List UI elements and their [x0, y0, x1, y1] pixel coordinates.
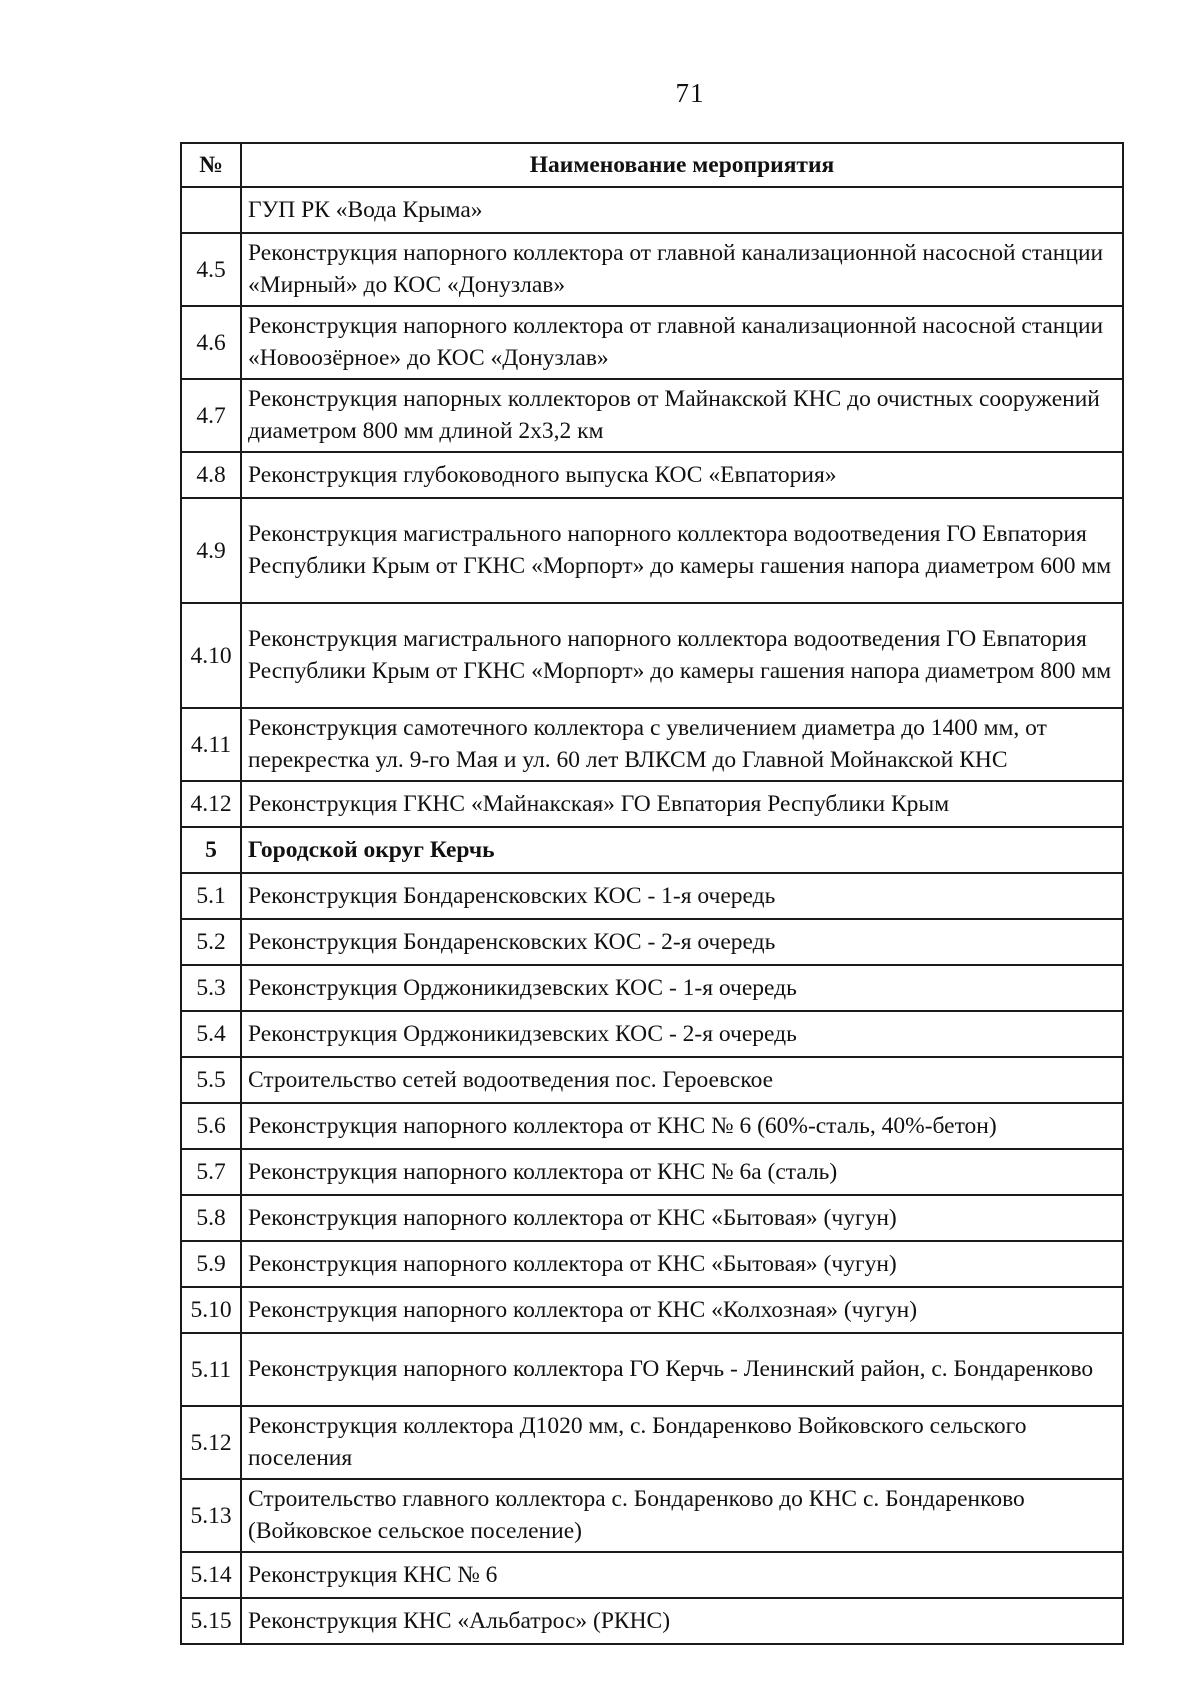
row-number: 5.10 [181, 1287, 241, 1333]
row-number: 4.5 [181, 233, 241, 306]
row-measure-name: Реконструкция Бондаренсковских КОС - 2-я очередь [241, 919, 1123, 965]
row-number: 5.15 [181, 1598, 241, 1644]
row-number: 4.6 [181, 306, 241, 379]
row-number: 5.13 [181, 1479, 241, 1552]
table-row [181, 1057, 1123, 1103]
table-row [181, 1287, 1123, 1333]
table-row [181, 1241, 1123, 1287]
row-number: 5.5 [181, 1057, 241, 1103]
table-row [181, 1552, 1123, 1598]
row-number [181, 187, 241, 233]
row-number: 5.7 [181, 1149, 241, 1195]
table-row [181, 1149, 1123, 1195]
row-measure-name: Реконструкция напорного коллектора ГО Керчь - Ленинский район, с. Бондаренково [241, 1333, 1123, 1406]
row-number: 4.12 [181, 781, 241, 827]
row-number: 4.9 [181, 498, 241, 603]
table-section-row [181, 827, 1123, 873]
row-measure-name: ГУП РК «Вода Крыма» [241, 187, 1123, 233]
row-measure-name: Реконструкция самотечного коллектора с увеличением диаметра до 1400 мм, от перекрестка ул. 9-го Мая и ул. 60 лет ВЛКСМ до Главной Мойнакской КНС [241, 708, 1123, 781]
table-row [181, 919, 1123, 965]
row-measure-name: Строительство главного коллектора с. Бондаренково до КНС с. Бондаренково (Войковское сельское поселение) [241, 1479, 1123, 1552]
table-row [181, 1333, 1123, 1406]
table-row [181, 1011, 1123, 1057]
table-row [181, 1195, 1123, 1241]
row-measure-name: Городской округ Керчь [241, 827, 1123, 873]
table-row [181, 1406, 1123, 1479]
row-measure-name: Реконструкция напорных коллекторов от Майнакской КНС до очистных сооружений диаметром 800 мм длиной 2х3,2 км [241, 379, 1123, 452]
row-measure-name: Реконструкция Орджоникидзевских КОС - 1-я очередь [241, 965, 1123, 1011]
row-measure-name: Реконструкция КНС «Альбатрос» (РКНС) [241, 1598, 1123, 1644]
page-number: 71 [675, 78, 705, 108]
table-row [181, 873, 1123, 919]
row-measure-name: Реконструкция напорного коллектора от главной канализационной насосной станции «Новоозёрное» до КОС «Донузлав» [241, 306, 1123, 379]
row-number: 5 [181, 827, 241, 873]
row-number: 5.3 [181, 965, 241, 1011]
column-header-number: № [181, 143, 241, 187]
row-measure-name: Реконструкция напорного коллектора от КНС «Бытовая» (чугун) [241, 1241, 1123, 1287]
row-number: 5.4 [181, 1011, 241, 1057]
row-measure-name: Реконструкция напорного коллектора от КНС № 6 (60%-сталь, 40%-бетон) [241, 1103, 1123, 1149]
row-measure-name: Реконструкция напорного коллектора от главной канализационной насосной станции «Мирный» до КОС «Донузлав» [241, 233, 1123, 306]
row-measure-name: Реконструкция глубоководного выпуска КОС «Евпатория» [241, 452, 1123, 498]
row-number: 5.6 [181, 1103, 241, 1149]
table-row [181, 965, 1123, 1011]
row-measure-name: Реконструкция коллектора Д1020 мм, с. Бондаренково Войковского сельского поселения [241, 1406, 1123, 1479]
row-measure-name: Реконструкция КНС № 6 [241, 1552, 1123, 1598]
table-row [181, 187, 1123, 233]
row-measure-name: Реконструкция Орджоникидзевских КОС - 2-я очередь [241, 1011, 1123, 1057]
row-number: 4.7 [181, 379, 241, 452]
row-number: 5.2 [181, 919, 241, 965]
row-measure-name: Реконструкция ГКНС «Майнакская» ГО Евпатория Республики Крым [241, 781, 1123, 827]
table-row [181, 1598, 1123, 1644]
row-number: 4.11 [181, 708, 241, 781]
row-measure-name: Реконструкция магистрального напорного коллектора водоотведения ГО Евпатория Республики Крым от ГКНС «Морпорт» до камеры гашения напора диаметром 800 мм [241, 603, 1123, 708]
row-number: 5.9 [181, 1241, 241, 1287]
table-row [181, 306, 1123, 379]
row-number: 5.14 [181, 1552, 241, 1598]
row-measure-name: Строительство сетей водоотведения пос. Героевское [241, 1057, 1123, 1103]
row-measure-name: Реконструкция Бондаренсковских КОС - 1-я очередь [241, 873, 1123, 919]
table-row [181, 498, 1123, 603]
table-row [181, 1103, 1123, 1149]
table-body [181, 187, 1123, 1644]
row-measure-name: Реконструкция напорного коллектора от КНС «Колхозная» (чугун) [241, 1287, 1123, 1333]
table-row [181, 379, 1123, 452]
table-header-row [181, 143, 1123, 187]
row-number: 4.8 [181, 452, 241, 498]
row-number: 5.12 [181, 1406, 241, 1479]
column-header-measure-name: Наименование мероприятия [241, 143, 1123, 187]
table-row [181, 781, 1123, 827]
measures-table [180, 142, 1124, 1645]
row-measure-name: Реконструкция напорного коллектора от КНС № 6а (сталь) [241, 1149, 1123, 1195]
row-number: 4.10 [181, 603, 241, 708]
row-number: 5.1 [181, 873, 241, 919]
table-row [181, 708, 1123, 781]
table-row [181, 233, 1123, 306]
row-measure-name: Реконструкция напорного коллектора от КНС «Бытовая» (чугун) [241, 1195, 1123, 1241]
row-number: 5.8 [181, 1195, 241, 1241]
table-row [181, 603, 1123, 708]
table-row [181, 1479, 1123, 1552]
table-row [181, 452, 1123, 498]
row-measure-name: Реконструкция магистрального напорного коллектора водоотведения ГО Евпатория Республики Крым от ГКНС «Морпорт» до камеры гашения напора диаметром 600 мм [241, 498, 1123, 603]
row-number: 5.11 [181, 1333, 241, 1406]
